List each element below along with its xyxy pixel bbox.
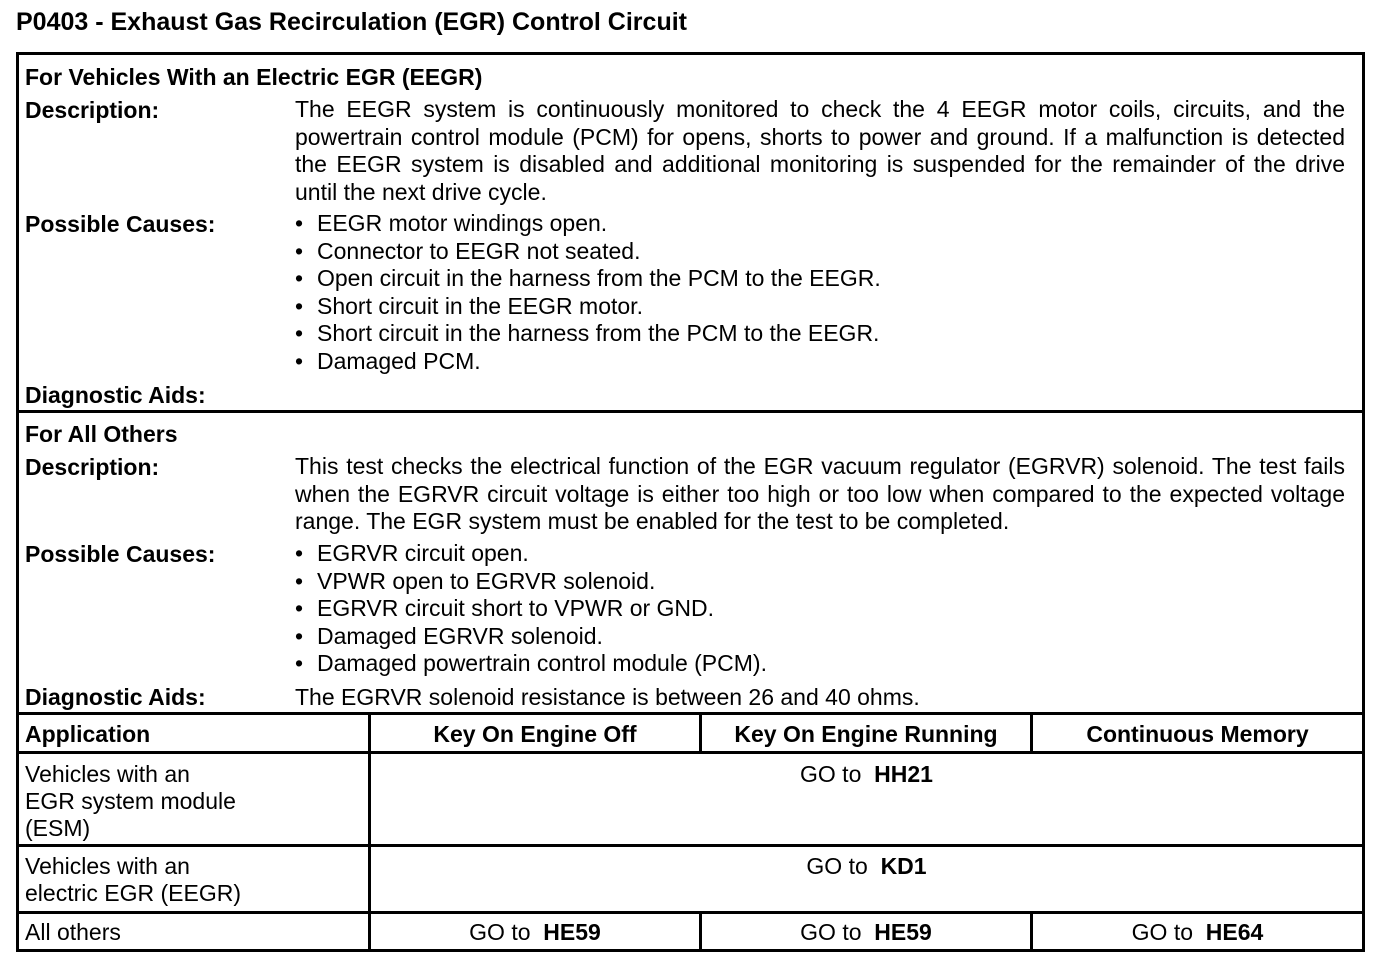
column-header-application: Application (25, 721, 151, 747)
divider (19, 844, 1362, 847)
bullet-icon: • (295, 595, 304, 621)
test-code: HH21 (874, 761, 933, 787)
bullet-icon: • (295, 292, 304, 319)
bullet-icon: • (295, 237, 304, 264)
list-item: • Damaged EGRVR solenoid. (295, 622, 603, 649)
test-code: KD1 (880, 853, 927, 879)
description-label: Description: (25, 454, 160, 480)
divider (19, 911, 1362, 914)
test-code: HE64 (1205, 919, 1264, 945)
application-cell: EGR system module (25, 788, 236, 814)
column-header-koer: Key On Engine Running (734, 721, 998, 747)
goto-cell: GO to HE59 (469, 919, 601, 945)
bullet-icon: • (295, 265, 304, 291)
list-item: • Connector to EEGR not seated. (295, 237, 641, 264)
bullet-icon: • (295, 347, 304, 374)
column-header-continuous-memory: Continuous Memory (1086, 721, 1309, 747)
list-item: • Damaged powertrain control module (PCM). (295, 650, 767, 676)
diagnostic-aids-label: Diagnostic Aids: (25, 684, 206, 710)
description-label: Description: (25, 97, 160, 123)
possible-causes-label: Possible Causes: (25, 211, 216, 237)
bullet-icon: • (295, 622, 304, 649)
bullet-icon: • (295, 210, 304, 236)
goto-cell: GO to HE64 (1131, 919, 1264, 945)
divider (19, 751, 1362, 754)
list-item: • EGRVR circuit open. (295, 540, 529, 566)
diagnostic-aids-text: The EGRVR solenoid resistance is between 26 and 40 ohms. (295, 684, 920, 710)
bullet-icon: • (295, 540, 304, 566)
diagnostic-table (16, 52, 1365, 952)
possible-causes-label: Possible Causes: (25, 541, 216, 567)
divider (19, 712, 1362, 715)
causes-list (295, 540, 767, 678)
list-item: • Short circuit in the harness from the PCM to the EEGR. (295, 320, 880, 346)
section-heading-others: For All Others (25, 421, 178, 447)
goto-cell: GO to HH21 (800, 761, 933, 787)
bullet-icon: • (295, 567, 304, 594)
list-item: • Open circuit in the harness from the PCM to the EEGR. (295, 265, 881, 291)
test-code: HE59 (874, 919, 932, 945)
application-cell: Vehicles with an (25, 853, 190, 879)
diagnostic-aids-label: Diagnostic Aids: (25, 382, 206, 408)
application-cell: Vehicles with an (25, 761, 190, 787)
application-cell: All others (25, 919, 121, 945)
description-text: The EEGR system is continuously monitored to check the 4 EEGR motor coils, circuits, and the powertrain control module (PCM) for opens, shorts to power and ground. If a malfunction is detected the EEGR system is disabled and additional monitoring is suspended for the remainder of the drive until the next drive cycle. (295, 96, 1345, 205)
application-cell: (ESM) (25, 815, 91, 841)
causes-list (295, 210, 881, 375)
list-item: • Short circuit in the EEGR motor. (295, 292, 643, 319)
bullet-icon: • (295, 320, 304, 346)
list-item: • VPWR open to EGRVR solenoid. (295, 567, 656, 594)
section-heading-eegr: For Vehicles With an Electric EGR (EEGR) (25, 64, 483, 90)
page-title: P0403 - Exhaust Gas Recirculation (EGR) Control Circuit (16, 8, 687, 36)
bullet-icon: • (295, 650, 304, 676)
description-text: This test checks the electrical function of the EGR vacuum regulator (EGRVR) solenoid. The test fails when the EGRVR circuit voltage is either too high or too low when compared to the expected voltage range. The EGR system must be enabled for the test to be completed. (295, 453, 1345, 534)
list-item: • EGRVR circuit short to VPWR or GND. (295, 595, 715, 621)
application-cell: electric EGR (EEGR) (25, 880, 241, 906)
column-header-koeo: Key On Engine Off (433, 721, 637, 747)
divider (19, 410, 1362, 413)
goto-cell: GO to HE59 (800, 919, 932, 945)
test-code: HE59 (543, 919, 601, 945)
goto-cell: GO to KD1 (806, 853, 927, 879)
list-item: • EEGR motor windings open. (295, 210, 608, 236)
list-item: • Damaged PCM. (295, 347, 481, 374)
